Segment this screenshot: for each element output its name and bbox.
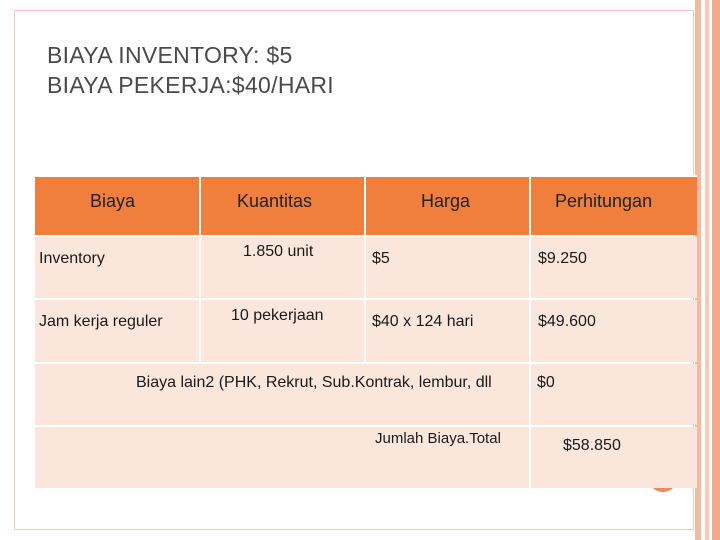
other-costs-label: Biaya lain2 (PHK, Rekrut, Sub.Kontrak, lembur, dll (136, 374, 492, 391)
cell-text: 1.850 unit (243, 243, 314, 260)
total-value: $58.850 (563, 437, 621, 454)
decorative-stripe (712, 0, 720, 540)
table-cell (531, 237, 697, 298)
header-cell-harga (366, 175, 529, 235)
cell-text: $5 (372, 250, 390, 267)
header-cell-kuantitas (201, 175, 364, 235)
table-cell (366, 300, 529, 362)
header-label: Kuantitas (237, 191, 313, 211)
table-cell (201, 300, 364, 362)
table-cell (531, 300, 697, 362)
table-cell (366, 237, 529, 298)
table-cell (35, 300, 199, 362)
total-label: Jumlah Biaya.Total (375, 430, 501, 447)
header-label: Harga (421, 191, 471, 211)
table-cell (35, 427, 529, 488)
cell-text: Inventory (39, 250, 105, 267)
title-line-inventory: BIAYA INVENTORY: $5 (47, 42, 293, 68)
table-cell (35, 364, 529, 425)
decorative-stripe (705, 0, 709, 540)
slide-title (47, 40, 334, 100)
cell-text: 10 pekerjaan (231, 307, 324, 324)
header-label: Biaya (90, 191, 136, 211)
table-cell (531, 364, 697, 425)
header-label: Perhitungan (555, 191, 653, 211)
table-cell (201, 237, 364, 298)
cell-text: $40 x 124 hari (372, 313, 474, 330)
cell-text: $49.600 (538, 313, 596, 330)
header-cell-perhitungan (531, 175, 697, 235)
title-line-worker: BIAYA PEKERJA:$40/HARI (47, 72, 334, 98)
table-cell (531, 427, 697, 488)
table-cell (35, 237, 199, 298)
other-costs-value: $0 (537, 374, 555, 391)
cell-text: $9.250 (538, 250, 587, 267)
header-cell-biaya (35, 175, 199, 235)
cell-text: Jam kerja reguler (39, 313, 163, 330)
